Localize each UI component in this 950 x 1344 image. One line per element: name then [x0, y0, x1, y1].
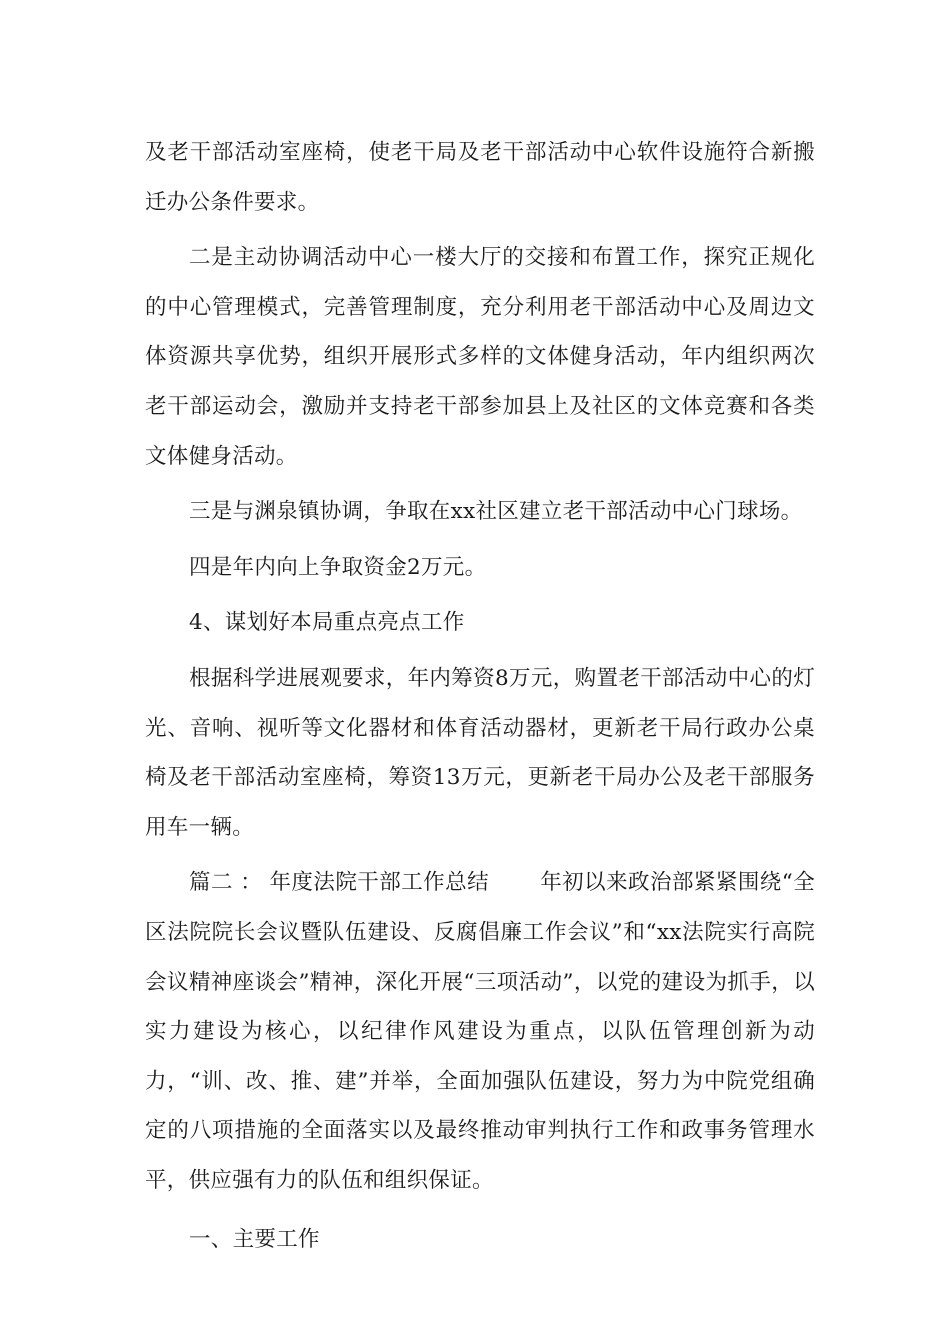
document-body [145, 128, 815, 1265]
paragraph-funding: 根据科学进展观要求，年内筹资8万元，购置老干部活动中心的灯光、音响、视听等文化器材和体育活动器材，更新老干局行政办公桌椅及老干部活动室座椅，筹资13万元，更新老干局办公及老干部服务用车一辆。 [145, 665, 815, 840]
paragraph-point-three: 三是与渊泉镇协调，争取在xx社区建立老干部活动中心门球场。 [189, 499, 803, 525]
paragraph-point-four: 四是年内向上争取资金2万元。 [189, 554, 487, 580]
paragraph-article-two: 篇二 ： 年度法院干部工作总结 年初以来政治部紧紧围绕“全区法院院长会议暨队伍建设、反腐倡廉工作会议”和“xx法院实行高院会议精神座谈会”精神，深化开展“三项活动”，以党的建设为抓手，以实力建设为核心，以纪律作风建设为重点，以队伍管理创新为动力，“训、改、推、建”并举，全面加强队伍建设，努力为中院党组确定的八项措施的全面落实以及最终推动审判执行工作和政事务管理水平，供应强有力的队伍和组织保证。 [145, 870, 815, 1193]
paragraph-continuation: 及老干部活动室座椅，使老干局及老干部活动中心软件设施符合新搬迁办公条件要求。 [145, 140, 815, 215]
section-heading-4: 4、谋划好本局重点亮点工作 [189, 610, 465, 636]
paragraph-point-two: 二是主动协调活动中心一楼大厅的交接和布置工作，探究正规化的中心管理模式，完善管理制度，充分利用老干部活动中心及周边文体资源共享优势，组织开展形式多样的文体健身活动，年内组织两次老干部运动会，激励并支持老干部参加县上及社区的文体竞赛和各类文体健身活动。 [145, 245, 815, 469]
section-heading-main-work: 一、主要工作 [189, 1227, 320, 1253]
